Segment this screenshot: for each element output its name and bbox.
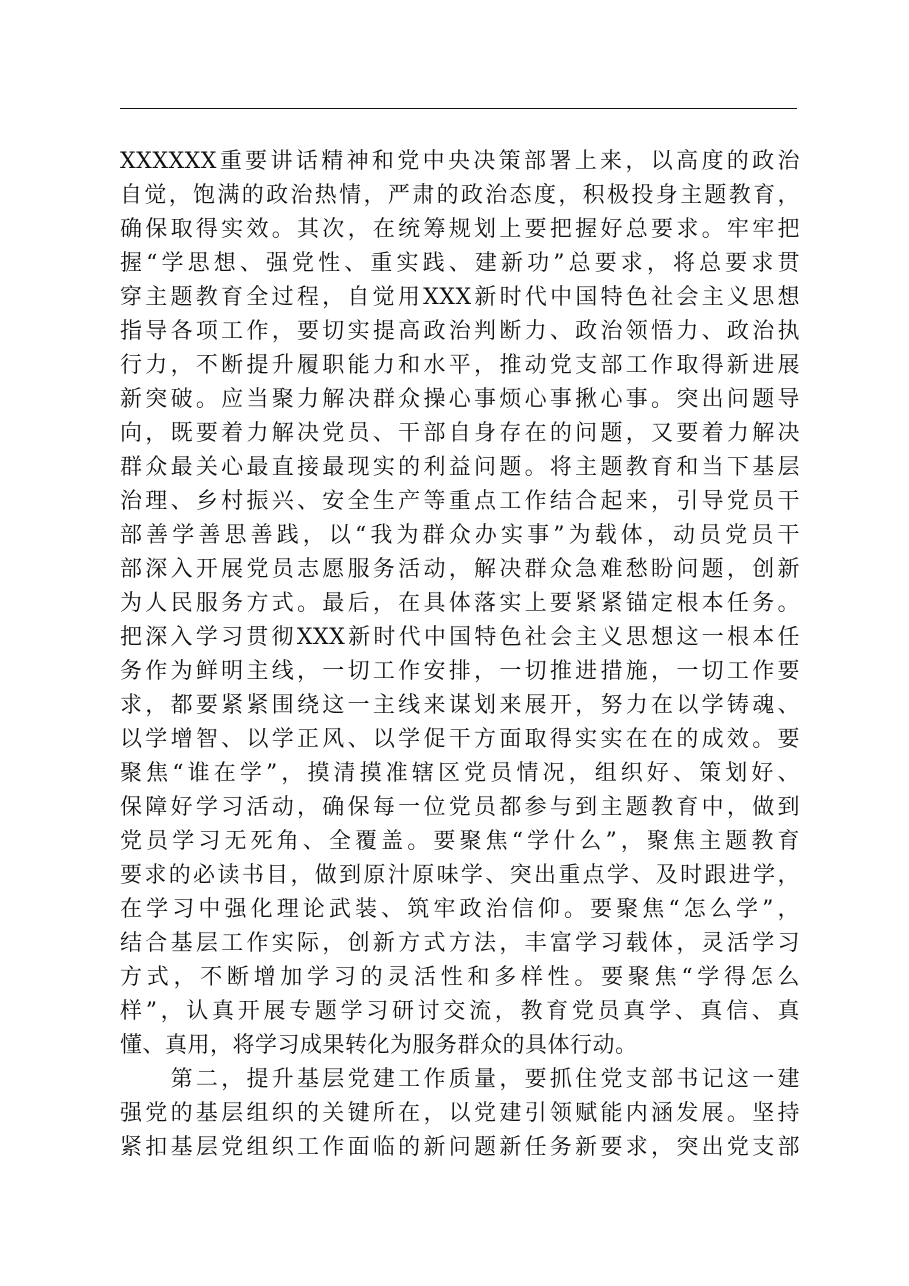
text-line: 自觉，饱满的政治热情，严肃的政治态度，积极投身主题教育， <box>120 183 800 208</box>
text-line: 要求的必读书目，做到原汁原味学、突出重点学、及时跟进学， <box>120 863 800 888</box>
text-line: 保障好学习活动，确保每一位党员都参与到主题教育中，做到 <box>120 795 800 820</box>
text-line: 群众最关心最直接最现实的利益问题。将主题教育和当下基层 <box>120 455 800 480</box>
text-line: 强党的基层组织的关键所在，以党建引领赋能内涵发展。坚持 <box>120 1101 800 1126</box>
text-line: 在学习中强化理论武装、筑牢政治信仰。要聚焦“怎么学”， <box>120 897 800 922</box>
body-text <box>120 145 800 1165</box>
text-line: XXXXXX重要讲话精神和党中央决策部署上来，以高度的政治 <box>120 149 800 174</box>
text-line: 部深入开展党员志愿服务活动，解决群众急难愁盼问题，创新 <box>120 557 800 582</box>
text-line: 穿主题教育全过程，自觉用XXX新时代中国特色社会主义思想 <box>120 285 800 310</box>
text-line: 以学增智、以学正风、以学促干方面取得实实在在的成效。要 <box>120 727 800 752</box>
text-line: 把深入学习贯彻XXX新时代中国特色社会主义思想这一根本任 <box>120 625 800 650</box>
text-line: 聚焦“谁在学”，摸清摸准辖区党员情况，组织好、策划好、 <box>120 761 800 786</box>
text-line: 确保取得实效。其次，在统筹规划上要把握好总要求。牢牢把 <box>120 217 800 242</box>
text-line: 方式，不断增加学习的灵活性和多样性。要聚焦“学得怎么 <box>120 965 800 990</box>
text-line: 部善学善思善践，以“我为群众办实事”为载体，动员党员干 <box>120 523 800 548</box>
text-line: 为人民服务方式。最后，在具体落实上要紧紧锚定根本任务。 <box>120 591 800 616</box>
text-line: 求，都要紧紧围绕这一主线来谋划来展开，努力在以学铸魂、 <box>120 693 800 718</box>
text-line: 党员学习无死角、全覆盖。要聚焦“学什么”，聚焦主题教育 <box>120 829 800 854</box>
text-line: 务作为鲜明主线，一切工作安排，一切推进措施，一切工作要 <box>120 659 800 684</box>
text-line: 紧扣基层党组织工作面临的新问题新任务新要求，突出党支部 <box>120 1135 800 1160</box>
text-line: 懂、真用，将学习成果转化为服务群众的具体行动。 <box>120 1033 638 1058</box>
text-line: 样”，认真开展专题学习研讨交流，教育党员真学、真信、真 <box>120 999 800 1024</box>
text-line: 第二，提升基层党建工作质量，要抓住党支部书记这一建 <box>120 1067 800 1092</box>
text-line: 结合基层工作实际，创新方式方法，丰富学习载体，灵活学习 <box>120 931 800 956</box>
text-line: 行力，不断提升履职能力和水平，推动党支部工作取得新进展 <box>120 353 800 378</box>
text-line: 握“学思想、强党性、重实践、建新功”总要求，将总要求贯 <box>120 251 800 276</box>
text-line: 治理、乡村振兴、安全生产等重点工作结合起来，引导党员干 <box>120 489 800 514</box>
text-line: 新突破。应当聚力解决群众操心事烦心事揪心事。突出问题导 <box>120 387 800 412</box>
header-rule <box>120 108 797 109</box>
text-line: 向，既要着力解决党员、干部自身存在的问题，又要着力解决 <box>120 421 800 446</box>
text-line: 指导各项工作，要切实提高政治判断力、政治领悟力、政治执 <box>120 319 800 344</box>
